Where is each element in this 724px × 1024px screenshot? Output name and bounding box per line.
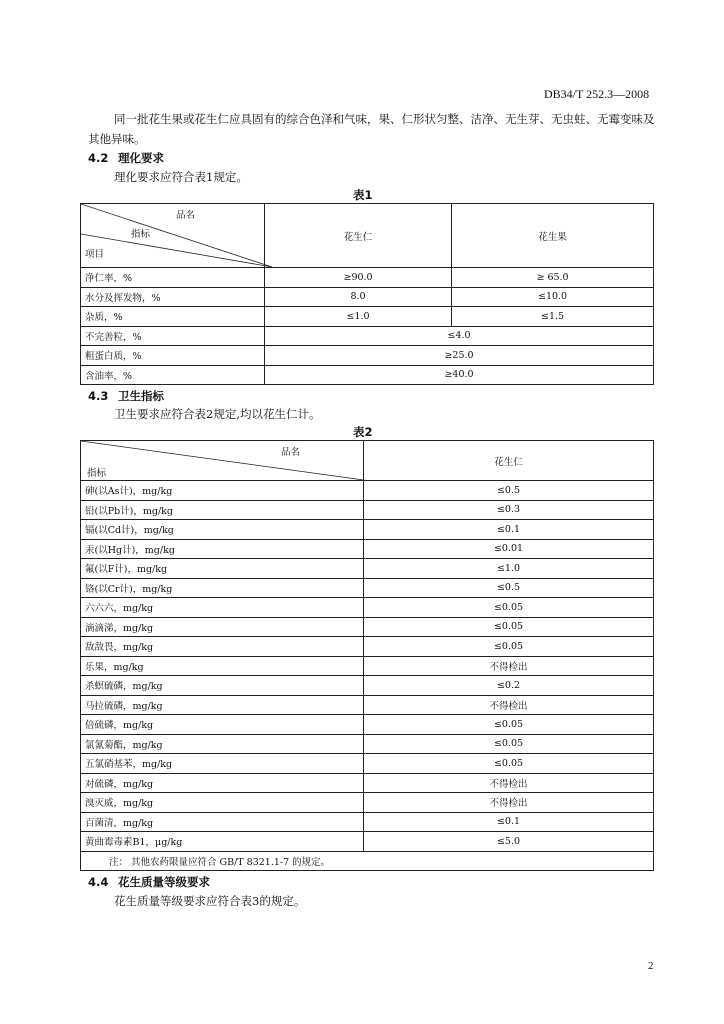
diagonal-line xyxy=(81,441,372,481)
row-label: 不完善粒，% xyxy=(81,326,265,346)
row-value: ≤1.0 xyxy=(265,307,452,327)
table-row xyxy=(81,637,654,657)
section-4-4-heading xyxy=(88,874,210,890)
section-4-3-heading xyxy=(88,388,164,404)
table-row xyxy=(81,578,654,598)
row-label: 马拉硫磷，mg/kg xyxy=(81,695,364,715)
row-value: ≤1.5 xyxy=(452,307,654,327)
section-title: 花生质量等级要求 xyxy=(118,875,210,889)
table-row xyxy=(81,812,654,832)
row-label: 铅(以Pb计)，mg/kg xyxy=(81,500,364,520)
row-label: 杂质，% xyxy=(81,307,265,327)
row-value: ≥90.0 xyxy=(265,268,452,288)
table-row xyxy=(81,793,654,813)
document-code: DB34/T 252.3—2008 xyxy=(544,87,650,101)
row-value: ≤0.05 xyxy=(364,617,654,637)
row-label: 乐果，mg/kg xyxy=(81,656,364,676)
row-value: ≤0.05 xyxy=(364,754,654,774)
table-row xyxy=(81,734,654,754)
diag-label-top: 品名 xyxy=(281,447,301,458)
row-label: 氟(以F计)，mg/kg xyxy=(81,559,364,579)
row-value: ≥40.0 xyxy=(265,365,654,385)
row-value: ≤10.0 xyxy=(452,287,654,307)
row-value: ≤0.3 xyxy=(364,500,654,520)
table-row xyxy=(81,365,654,385)
section-title: 卫生指标 xyxy=(118,389,164,403)
row-label: 六六六，mg/kg xyxy=(81,598,364,618)
row-label: 净仁率，% xyxy=(81,268,265,288)
diag-label-bottom: 项目 xyxy=(85,249,105,260)
row-label: 五氯硝基苯，mg/kg xyxy=(81,754,364,774)
row-label: 杀螟硫磷，mg/kg xyxy=(81,676,364,696)
table-row xyxy=(81,656,654,676)
table-row xyxy=(81,598,654,618)
row-value: ≤0.2 xyxy=(364,676,654,696)
table2 xyxy=(80,440,654,871)
row-value: ≤0.1 xyxy=(364,520,654,540)
row-label: 砷(以As计)，mg/kg xyxy=(81,481,364,501)
row-value: ≤0.5 xyxy=(364,481,654,501)
section-title: 理化要求 xyxy=(118,151,164,165)
section-4-4-text: 花生质量等级要求应符合表3的规定。 xyxy=(114,894,306,908)
row-value: ≥ 65.0 xyxy=(452,268,654,288)
table-row xyxy=(81,500,654,520)
row-label: 粗蛋白质，% xyxy=(81,346,265,366)
row-label: 敌敌畏，mg/kg xyxy=(81,637,364,657)
table-row xyxy=(81,539,654,559)
row-label: 氯氰菊酯，mg/kg xyxy=(81,734,364,754)
section-4-3-text: 卫生要求应符合表2规定,均以花生仁计。 xyxy=(114,407,321,421)
section-number: 4.2 xyxy=(88,151,109,165)
row-value: 不得检出 xyxy=(364,773,654,793)
table-row xyxy=(81,268,654,288)
row-label: 镉(以Cd计)，mg/kg xyxy=(81,520,364,540)
row-label: 水分及挥发物，% xyxy=(81,287,265,307)
diag-label-top: 品名 xyxy=(176,210,196,221)
table2-col-kernel: 花生仁 xyxy=(364,441,654,481)
row-value: ≤4.0 xyxy=(265,326,654,346)
table2-caption: 表2 xyxy=(353,425,373,439)
table-row xyxy=(81,676,654,696)
section-number: 4.3 xyxy=(88,389,109,403)
table-row xyxy=(81,715,654,735)
row-value: ≥25.0 xyxy=(265,346,654,366)
table-row xyxy=(81,754,654,774)
row-value: 8.0 xyxy=(265,287,452,307)
table-row xyxy=(81,832,654,852)
row-value: ≤0.05 xyxy=(364,734,654,754)
table1-caption: 表1 xyxy=(353,188,373,202)
row-label: 溴灭威，mg/kg xyxy=(81,793,364,813)
row-label: 汞(以Hg计)，mg/kg xyxy=(81,539,364,559)
table-row xyxy=(81,559,654,579)
row-label: 滴滴涕，mg/kg xyxy=(81,617,364,637)
page-number: 2 xyxy=(648,960,654,972)
row-value: ≤0.05 xyxy=(364,637,654,657)
row-value: ≤0.05 xyxy=(364,598,654,618)
table1 xyxy=(80,203,654,385)
table-row xyxy=(81,481,654,501)
table-row xyxy=(81,773,654,793)
table-row xyxy=(81,287,654,307)
table-row xyxy=(81,617,654,637)
table-row xyxy=(81,307,654,327)
intro-paragraph: 同一批花生果或花生仁应具固有的综合色泽和气味，果、仁形状匀整、洁净、无生芽、无虫蛀、无霉变味及其他异味。 xyxy=(88,112,655,146)
table-row xyxy=(81,326,654,346)
row-label: 倍硫磷，mg/kg xyxy=(81,715,364,735)
row-value: ≤1.0 xyxy=(364,559,654,579)
table2-note: 注： 其他农药限量应符合 GB/T 8321.1-7 的规定。 xyxy=(81,851,654,871)
row-value: 不得检出 xyxy=(364,695,654,715)
section-number: 4.4 xyxy=(88,875,109,889)
table1-col-kernel: 花生仁 xyxy=(265,204,452,268)
table1-diagonal-header xyxy=(81,204,265,268)
section-4-2-text: 理化要求应符合表1规定。 xyxy=(114,170,248,184)
row-label: 黄曲霉毒素B1，μg/kg xyxy=(81,832,364,852)
diag-label-bottom: 指标 xyxy=(87,468,107,479)
row-label: 百菌清，mg/kg xyxy=(81,812,364,832)
row-label: 含油率，% xyxy=(81,365,265,385)
diag-label-mid: 指标 xyxy=(131,229,151,240)
row-value: 不得检出 xyxy=(364,656,654,676)
table-row xyxy=(81,695,654,715)
section-4-2-heading xyxy=(88,150,164,166)
row-value: ≤0.01 xyxy=(364,539,654,559)
row-value: ≤0.1 xyxy=(364,812,654,832)
table2-diagonal-header xyxy=(81,441,364,481)
table1-col-pod: 花生果 xyxy=(452,204,654,268)
row-value: ≤0.05 xyxy=(364,715,654,735)
row-value: ≤5.0 xyxy=(364,832,654,852)
table-row xyxy=(81,346,654,366)
row-value: ≤0.5 xyxy=(364,578,654,598)
row-label: 铬(以Cr计)，mg/kg xyxy=(81,578,364,598)
row-value: 不得检出 xyxy=(364,793,654,813)
row-label: 对硫磷，mg/kg xyxy=(81,773,364,793)
table-note-row xyxy=(81,851,654,871)
table-row xyxy=(81,520,654,540)
